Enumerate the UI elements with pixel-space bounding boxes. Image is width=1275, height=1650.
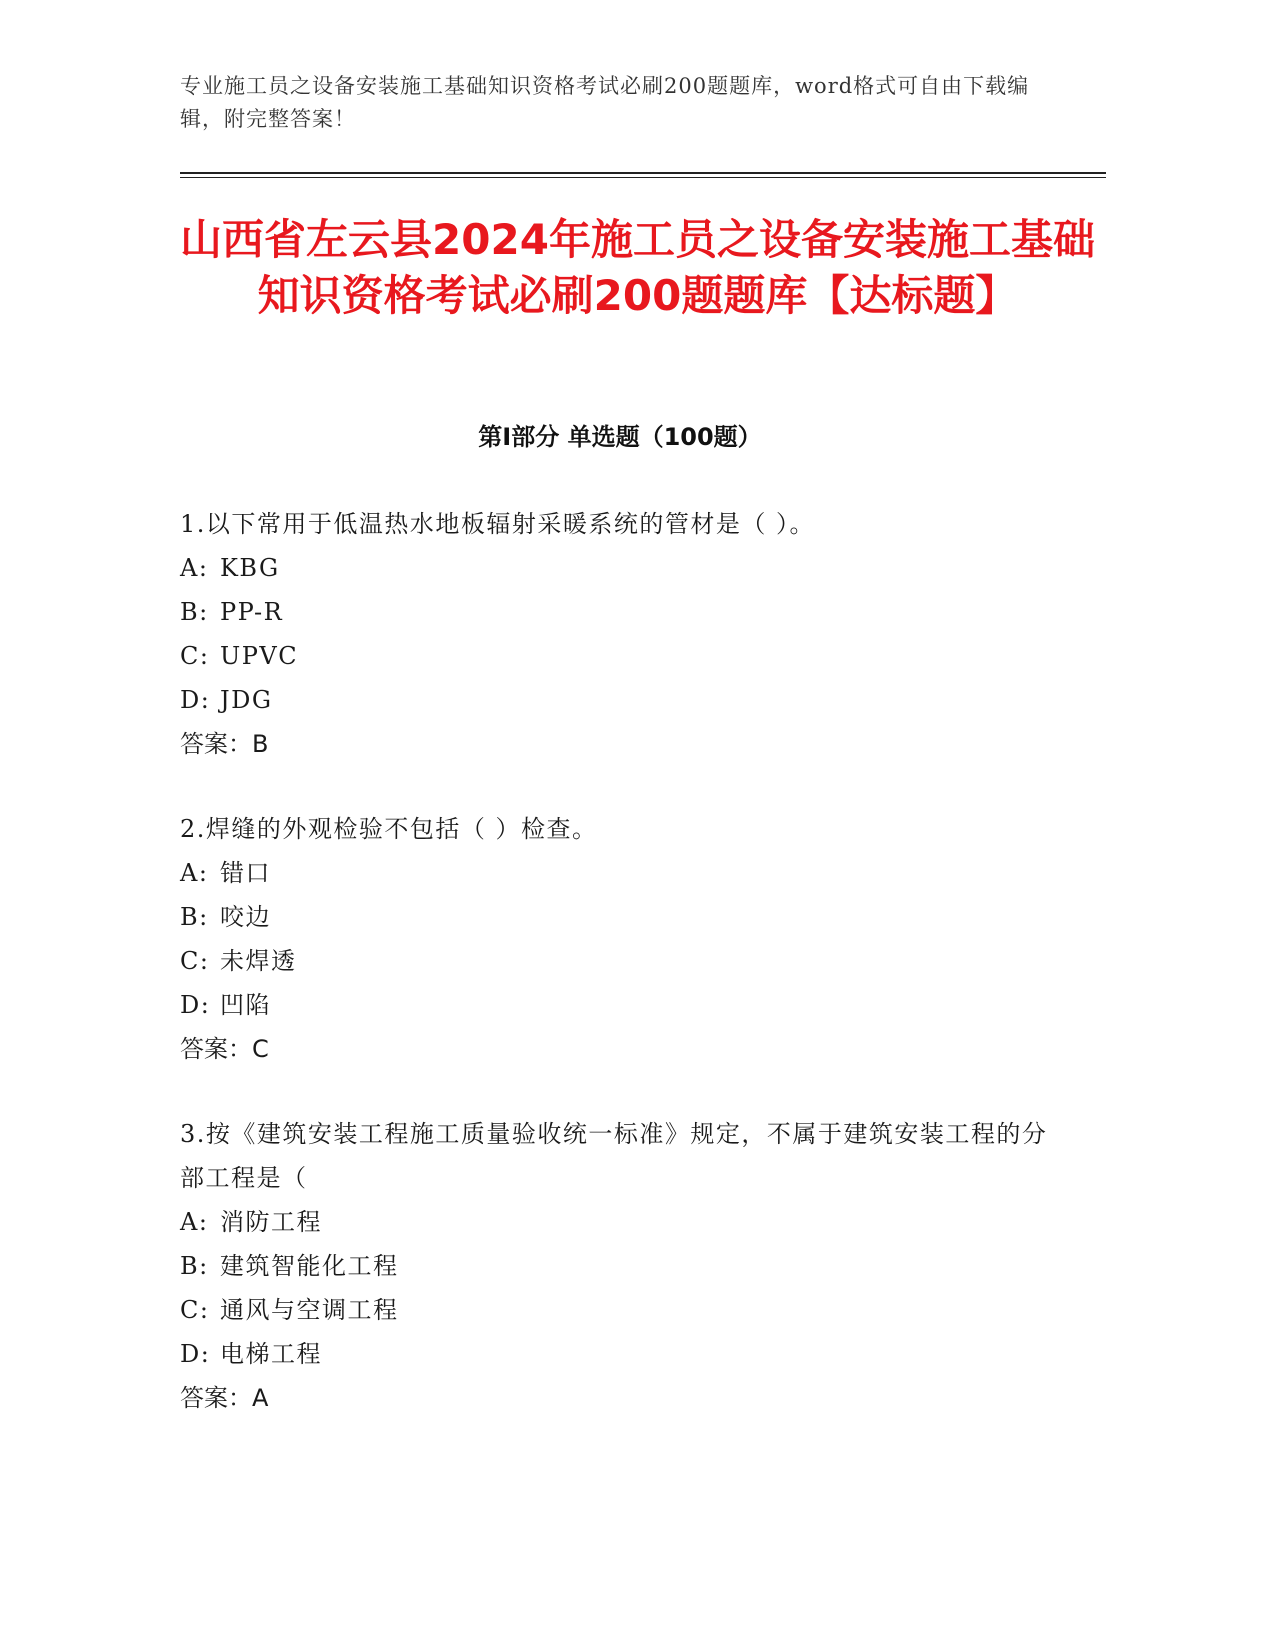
option-text: 消防工程 — [220, 1208, 322, 1236]
option-c — [180, 939, 1060, 983]
option-letter: B: — [180, 598, 209, 626]
option-d — [180, 983, 1060, 1027]
option-c — [180, 1288, 1060, 1332]
answer-line: 答案：B — [180, 730, 269, 758]
question-block — [180, 502, 1060, 766]
option-text: PP-R — [220, 598, 284, 626]
question-stem: 3.按《建筑安装工程施工质量验收统一标准》规定，不属于建筑安装工程的分部工程是（ — [180, 1120, 1048, 1192]
header-divider-thin — [180, 177, 1106, 178]
option-text: 未焊透 — [220, 947, 297, 975]
option-b — [180, 590, 1060, 634]
question-stem: 2.焊缝的外观检验不包括（ ）检查。 — [180, 815, 598, 843]
option-letter: A: — [180, 859, 209, 887]
answer-line: 答案：C — [180, 1035, 269, 1063]
option-letter: C: — [180, 1296, 210, 1324]
option-letter: D: — [180, 991, 211, 1019]
option-letter: A: — [180, 1208, 209, 1236]
option-b — [180, 895, 1060, 939]
option-text: 通风与空调工程 — [220, 1296, 399, 1324]
question-block — [180, 807, 1060, 1071]
option-letter: C: — [180, 947, 210, 975]
option-text: 建筑智能化工程 — [220, 1252, 399, 1280]
question-stem: 1.以下常用于低温热水地板辐射采暖系统的管材是（ ）。 — [180, 510, 816, 538]
option-text: UPVC — [220, 642, 299, 670]
option-text: 凹陷 — [220, 991, 271, 1019]
option-text: 错口 — [220, 859, 271, 887]
option-a — [180, 851, 1060, 895]
option-letter: B: — [180, 1252, 209, 1280]
option-letter: B: — [180, 903, 209, 931]
option-letter: D: — [180, 686, 211, 714]
header-note: 专业施工员之设备安装施工基础知识资格考试必刷200题题库，word格式可自由下载编辑，附完整答案！ — [180, 74, 1030, 131]
option-b — [180, 1244, 1060, 1288]
option-d — [180, 678, 1060, 722]
option-text: KBG — [220, 554, 280, 582]
option-letter: C: — [180, 642, 210, 670]
option-letter: D: — [180, 1340, 211, 1368]
answer-line: 答案：A — [180, 1384, 269, 1412]
option-c — [180, 634, 1060, 678]
option-text: JDG — [220, 686, 273, 714]
section-heading: 第Ⅰ部分 单选题（100题） — [478, 423, 762, 451]
question-block — [180, 1112, 1060, 1420]
option-a — [180, 546, 1060, 590]
option-letter: A: — [180, 554, 209, 582]
option-d — [180, 1332, 1060, 1376]
header-divider-thick — [180, 172, 1106, 174]
document-title: 山西省左云县2024年施工员之设备安装施工基础知识资格考试必刷200题题库【达标题】 — [180, 215, 1095, 320]
option-text: 咬边 — [220, 903, 271, 931]
option-text: 电梯工程 — [220, 1340, 322, 1368]
option-a — [180, 1200, 1060, 1244]
